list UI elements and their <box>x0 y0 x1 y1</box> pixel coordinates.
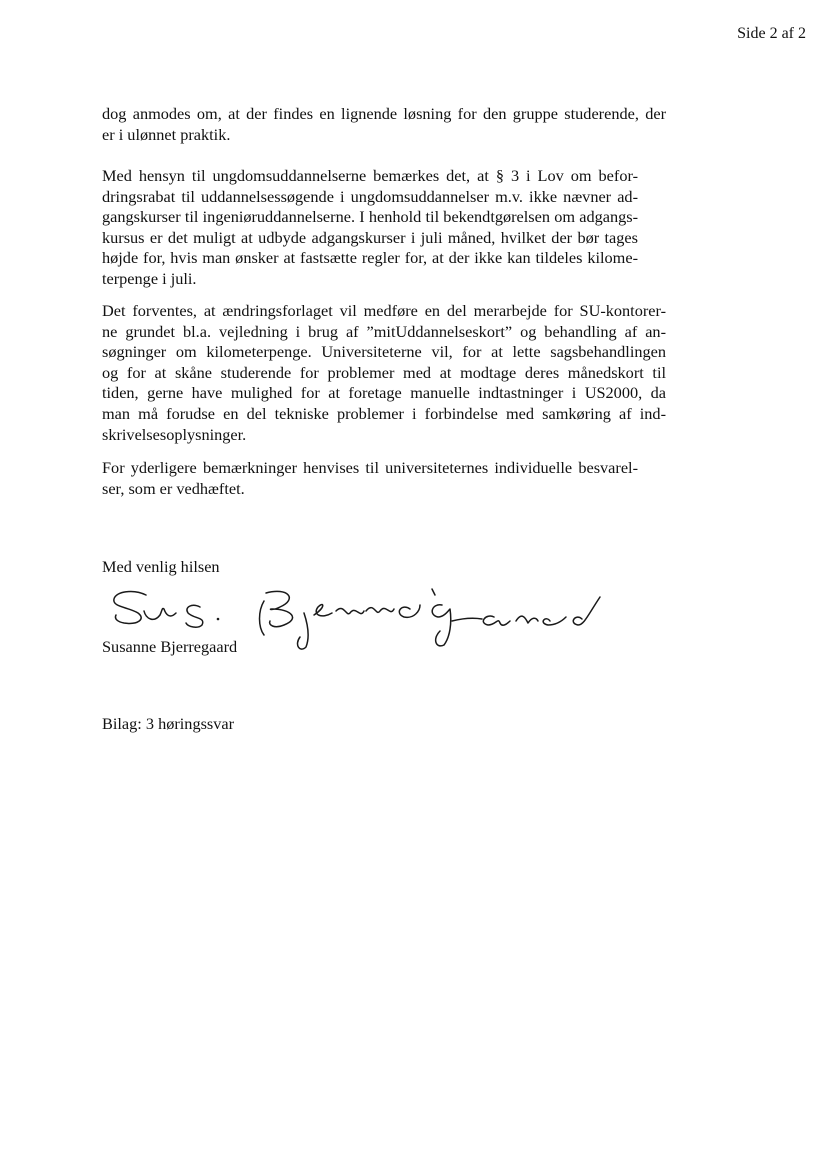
text-line: gangskurser til ingeniøruddannelserne. I henhold til bekendtgørelsen om adgangs- <box>102 207 638 227</box>
text-line: højde for, hvis man ønsker at fastsætte regler for, at der ikke kan tildeles kilome- <box>102 248 638 268</box>
page-number: Side 2 af 2 <box>737 25 806 42</box>
text-line: ne grundet bl.a. vejledning i brug af ”mitUddannelseskort” og behandling af an- <box>102 321 666 341</box>
text-line: er i ulønnet praktik. <box>102 124 231 144</box>
text-line: og for at skåne studerende for problemer med at modtage deres månedskort til <box>102 362 666 382</box>
text-line: Med hensyn til ungdomsuddannelserne bemærkes det, at § 3 i Lov om befor- <box>102 166 638 185</box>
text-line: dringsrabat til uddannelsessøgende i ungdomsuddannelser m.v. ikke nævner ad- <box>102 186 638 206</box>
text-line: tiden, gerne have mulighed for at foretage manuelle indtastninger i US2000, da <box>102 383 666 403</box>
text-line: skrivelsesoplysninger. <box>102 424 247 444</box>
closing-greeting: Med venlig hilsen <box>102 557 220 576</box>
text-line: Det forventes, at ændringsforlaget vil medføre en del merarbejde for SU-kontorer- <box>102 301 666 320</box>
paragraph-2 <box>102 166 638 290</box>
text-line: søgninger om kilometerpenge. Universiteterne vil, for at lette sagsbehandlingen <box>102 342 666 362</box>
signer-name: Susanne Bjerregaard <box>102 637 238 656</box>
text-line: For yderligere bemærkninger henvises til universiteternes individuelle besvarel- <box>102 458 638 477</box>
text-line: ser, som er vedhæftet. <box>102 478 245 498</box>
attachments-label: Bilag: 3 høringssvar <box>102 714 235 733</box>
text-line: terpenge i juli. <box>102 268 197 288</box>
paragraph-1 <box>102 104 666 145</box>
text-line: dog anmodes om, at der findes en lignende løsning for den gruppe studerende, der <box>102 104 666 123</box>
paragraph-3 <box>102 301 666 445</box>
text-line: kursus er det muligt at udbyde adgangskurser i juli måned, hvilket der bør tages <box>102 227 638 247</box>
text-line: man må forudse en del tekniske problemer i forbindelse med samkøring af ind- <box>102 403 666 423</box>
paragraph-4 <box>102 458 638 499</box>
